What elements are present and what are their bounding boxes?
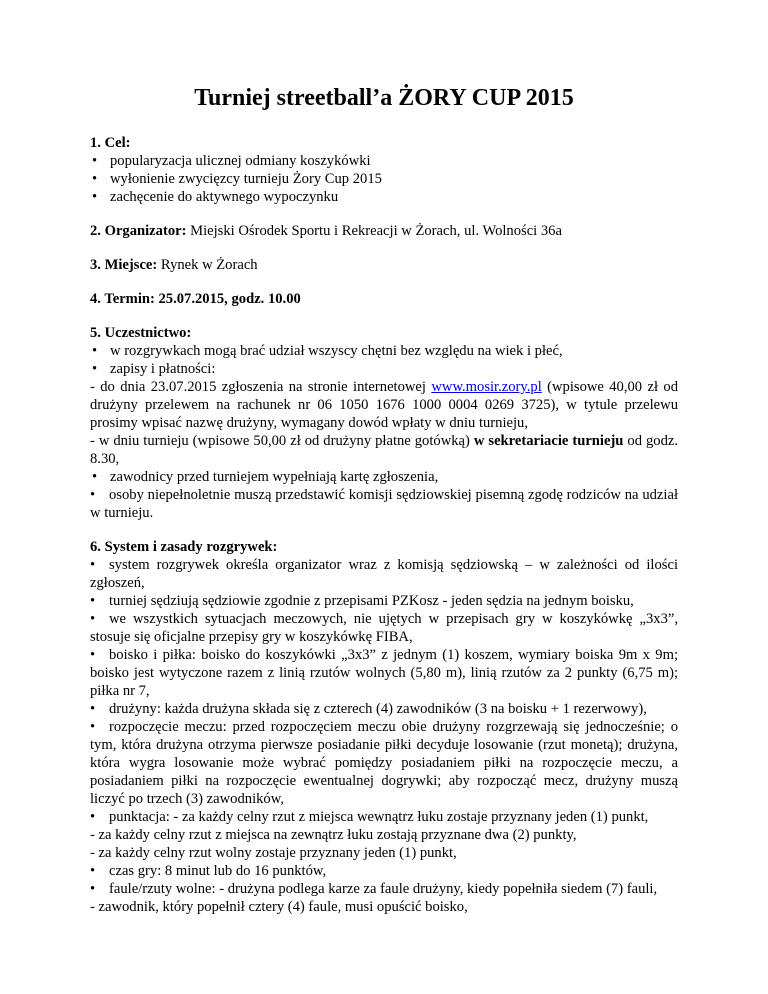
bullet-icon: • [90,487,96,503]
list-item: • osoby niepełnoletnie muszą przedstawić komisji sędziowskiej pisemną zgodę rodziców na udział w turnieju. [90,487,678,521]
bullet-icon: • [92,343,98,359]
bullet-icon: • [90,647,96,663]
section-system [90,538,678,916]
list-item: • zachęcenie do aktywnego wypoczynku [92,189,339,205]
list-item: • faule/rzuty wolne: - drużyna podlega karze za faule drużyny, kiedy popełniła siedem (7) fauli, [90,881,658,897]
section-heading: 1. Cel: [90,135,131,151]
section-organizator: 2. Organizator: Miejski Ośrodek Sportu i Rekreacji w Żorach, ul. Wolności 36a [90,223,562,239]
section-cel [90,134,678,206]
document-title: Turniej streetball’a ŻORY CUP 2015 [194,85,574,111]
list-item: • turniej sędziują sędziowie zgodnie z przepisami PZKosz - jeden sędzia na jednym boisku, [90,593,634,609]
bullet-icon: • [90,611,96,627]
bullet-icon: • [92,189,98,205]
list-item: • czas gry: 8 minut lub do 16 punktów, [90,863,327,879]
list-item: • system rozgrywek określa organizator wraz z komisją sędziowską – w zależności od ilości zgłoszeń, [90,557,678,591]
bullet-icon: • [92,153,98,169]
paragraph: - za każdy celny rzut z miejsca na zewnątrz łuku zostają przyznane dwa (2) punkty, [90,827,577,843]
paragraph: - zawodnik, który popełnił cztery (4) faule, musi opuścić boisko, [90,899,468,915]
list-item: • zawodnicy przed turniejem wypełniają kartę zgłoszenia, [92,469,439,485]
list-item: • rozpoczęcie meczu: przed rozpoczęciem meczu obie drużyny rozgrzewają się jednocześnie; o tym, która drużyna otrzyma pierwsze posiadanie piłki decyduje losowanie (rzut monetą); drużyna, która wygra losowanie może wybrać pomiędzy posiadaniem piłki na rozpoczęcie meczu, a posiadaniem piłki na rozpoczęcie ewentualnej dogrywki; aby rozpocząć mecz, drużyny muszą liczyć po trzech (3) zawodników, [90,719,678,807]
section-heading: 6. System i zasady rozgrywek: [90,539,278,555]
website-link[interactable]: www.mosir.zory.pl [431,379,542,395]
document-page [90,84,678,916]
bullet-icon: • [90,701,96,717]
bullet-icon: • [90,719,96,735]
bullet-icon: • [90,809,96,825]
paragraph: - za każdy celny rzut wolny zostaje przyznany jeden (1) punkt, [90,845,457,861]
bullet-icon: • [90,593,96,609]
bullet-icon: • [92,361,98,377]
section-uczestnictwo [90,324,678,522]
bullet-icon: • [90,557,96,573]
paragraph: - w dniu turnieju (wpisowe 50,00 zł od drużyny płatne gotówką) w sekretariacie turnieju od godz. 8.30, [90,433,678,467]
list-item: • zapisy i płatności: [92,361,216,377]
paragraph: - do dnia 23.07.2015 zgłoszenia na stronie internetowej www.mosir.zory.pl (wpisowe 40,00 zł od drużyny przelewem na rachunek nr 06 1050 1676 1000 0004 0269 3725), w tytule przelewu prosimy wpisać nazwę drużyny, wymagany dowód wpłaty w dniu turnieju, [90,379,678,431]
section-miejsce: 3. Miejsce: Rynek w Żorach [90,257,258,273]
list-item: • wyłonienie zwycięzcy turnieju Żory Cup 2015 [92,171,382,187]
list-item: • w rozgrywkach mogą brać udział wszyscy chętni bez względu na wiek i płeć, [92,343,563,359]
bullet-icon: • [92,469,98,485]
section-termin: 4. Termin: 25.07.2015, godz. 10.00 [90,291,301,307]
list-item: • boisko i piłka: boisko do koszykówki „3x3” z jednym (1) koszem, wymiary boiska 9m x 9m; boisko jest wytyczone razem z linią rzutów wolnych (5,80 m), linią rzutów za 2 punkty (6,75 m); piłka nr 7, [90,647,678,699]
bullet-icon: • [90,881,96,897]
list-item: • punktacja: - za każdy celny rzut z miejsca wewnątrz łuku zostaje przyznany jeden (1) punkt, [90,809,649,825]
list-item: • we wszystkich sytuacjach meczowych, nie ujętych w przepisach gry w koszykówkę „3x3”, stosuje się oficjalne przepisy gry w koszykówkę FIBA, [90,611,678,645]
list-item: • popularyzacja ulicznej odmiany koszykówki [92,153,371,169]
section-heading: 5. Uczestnictwo: [90,325,192,341]
bullet-icon: • [90,863,96,879]
bullet-icon: • [92,171,98,187]
list-item: • drużyny: każda drużyna składa się z czterech (4) zawodników (3 na boisku + 1 rezerwowy), [90,701,647,717]
